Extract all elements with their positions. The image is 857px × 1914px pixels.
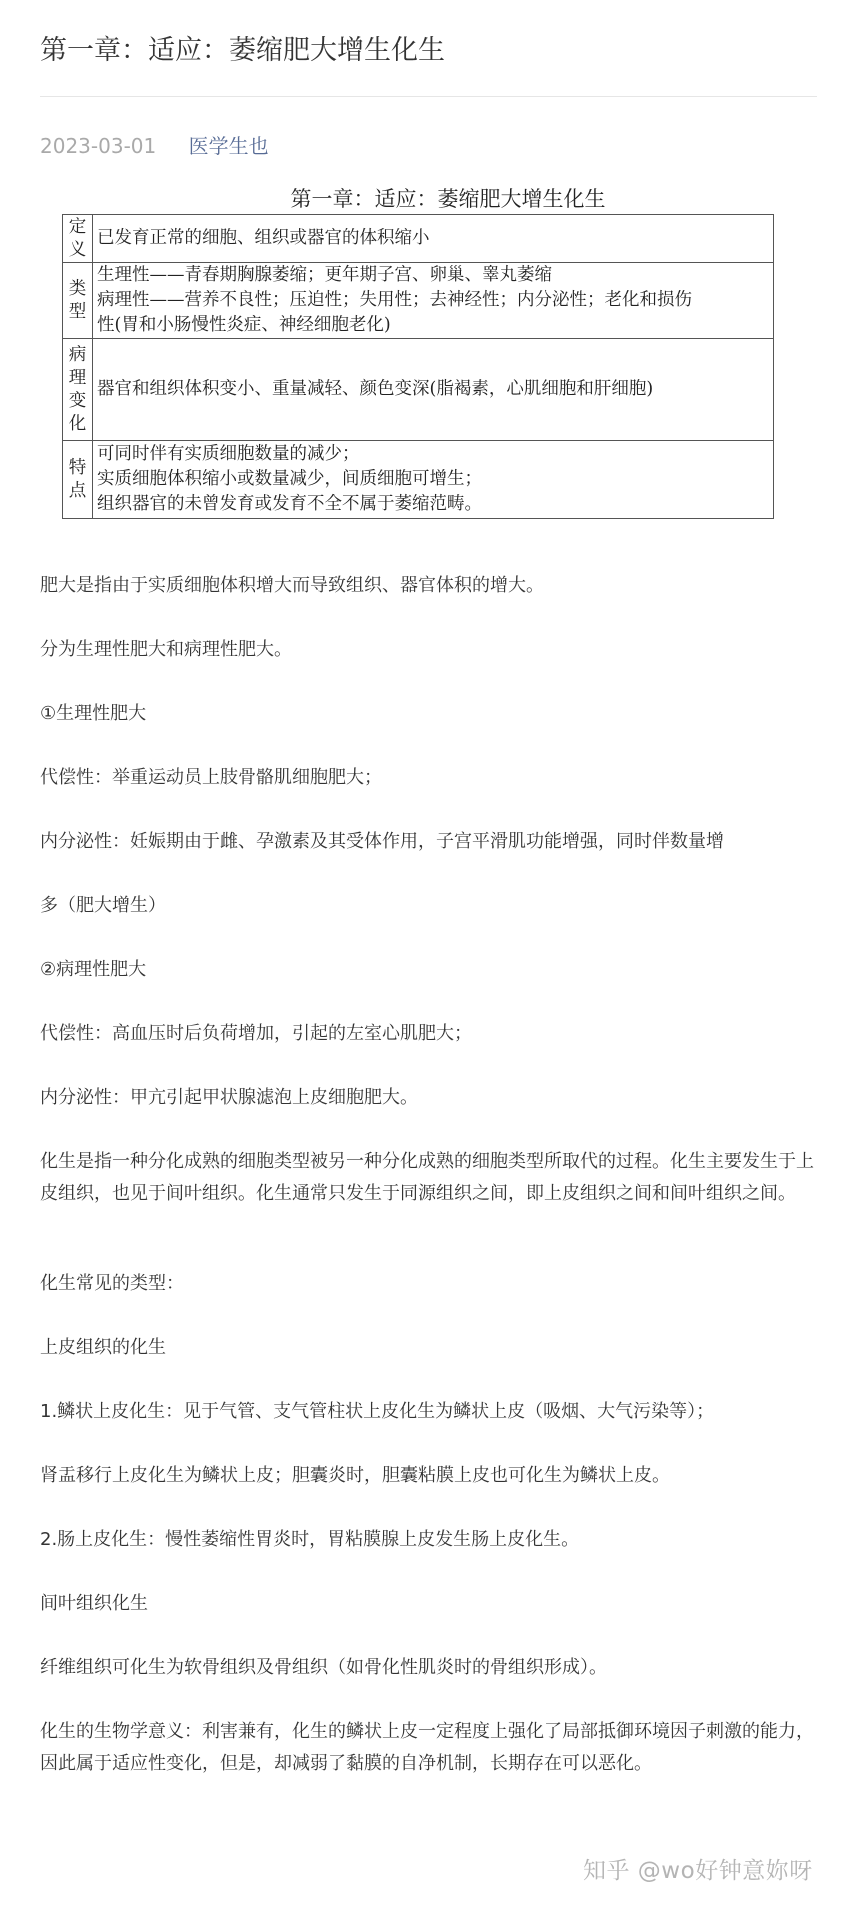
article-meta	[40, 130, 269, 159]
row-content: 生理性——青春期胸腺萎缩；更年期子宫、卵巢、睾丸萎缩 病理性——营养不良性；压迫性；失用性；去神经性；内分泌性；老化和损伤 性(胃和小肠慢性炎症、神经细胞老化)	[93, 263, 774, 339]
paragraph: 化生是指一种分化成熟的细胞类型被另一种分化成熟的细胞类型所取代的过程。化生主要发生于上皮组织，也见于间叶组织。化生通常只发生于同源组织之间，即上皮组织之间和间叶组织之间。	[40, 1151, 814, 1204]
paragraph: 分为生理性肥大和病理性肥大。	[40, 639, 292, 660]
paragraph: ②病理性肥大	[40, 959, 147, 980]
paragraph: 化生常见的类型：	[40, 1273, 184, 1294]
publish-date: 2023-03-01	[40, 134, 157, 158]
row-content: 器官和组织体积变小、重量减轻、颜色变深(脂褐素，心肌细胞和肝细胞)	[93, 339, 774, 441]
summary-table-image	[62, 184, 774, 519]
table-row	[63, 215, 774, 263]
table-row	[63, 441, 774, 519]
row-label: 定 义	[63, 215, 93, 263]
paragraph: 代偿性：举重运动员上肢骨骼肌细胞肥大；	[40, 767, 382, 788]
paragraph: 肥大是指由于实质细胞体积增大而导致组织、器官体积的增大。	[40, 575, 544, 596]
table-row	[63, 339, 774, 441]
article-title: 第一章：适应：萎缩肥大增生化生	[40, 35, 445, 66]
paragraph: 2.肠上皮化生：慢性萎缩性胃炎时，胃粘膜腺上皮发生肠上皮化生。	[40, 1529, 580, 1550]
paragraph: 化生的生物学意义：利害兼有，化生的鳞状上皮一定程度上强化了局部抵御环境因子刺激的能力，因此属于适应性变化，但是，却减弱了黏膜的自净机制，长期存在可以恶化。	[40, 1721, 814, 1774]
paragraph: 内分泌性：甲亢引起甲状腺滤泡上皮细胞肥大。	[40, 1087, 418, 1108]
row-content: 可同时伴有实质细胞数量的减少； 实质细胞体积缩小或数量减少，间质细胞可增生； 组织器官的未曾发育或发育不全不属于萎缩范畴。	[93, 441, 774, 519]
paragraph: 上皮组织的化生	[40, 1337, 166, 1358]
paragraph: 内分泌性：妊娠期由于雌、孕激素及其受体作用，子宫平滑肌功能增强，同时伴数量增	[40, 831, 724, 852]
row-label: 类 型	[63, 263, 93, 339]
paragraph: 纤维组织可化生为软骨组织及骨组织（如骨化性肌炎时的骨组织形成）。	[40, 1657, 607, 1678]
paragraph: 肾盂移行上皮化生为鳞状上皮；胆囊炎时，胆囊粘膜上皮也可化生为鳞状上皮。	[40, 1465, 670, 1486]
author-link[interactable]: 医学生也	[188, 134, 269, 158]
paragraph: 间叶组织化生	[40, 1593, 148, 1614]
summary-table	[62, 214, 774, 519]
paragraph: 代偿性：高血压时后负荷增加，引起的左室心肌肥大；	[40, 1023, 472, 1044]
paragraph: 多（肥大增生）	[40, 895, 166, 916]
table-title: 第一章：适应：萎缩肥大增生化生	[290, 187, 606, 211]
paragraph: ①生理性肥大	[40, 703, 147, 724]
zhihu-watermark: 知乎 @wo好钟意妳呀	[583, 1858, 813, 1884]
title-divider	[40, 96, 817, 97]
paragraph: 1.鳞状上皮化生：见于气管、支气管柱状上皮化生为鳞状上皮（吸烟、大气污染等）；	[40, 1401, 715, 1422]
row-label: 特 点	[63, 441, 93, 519]
table-row	[63, 263, 774, 339]
row-content: 已发育正常的细胞、组织或器官的体积缩小	[93, 215, 774, 263]
row-label: 病 理 变 化	[63, 339, 93, 441]
